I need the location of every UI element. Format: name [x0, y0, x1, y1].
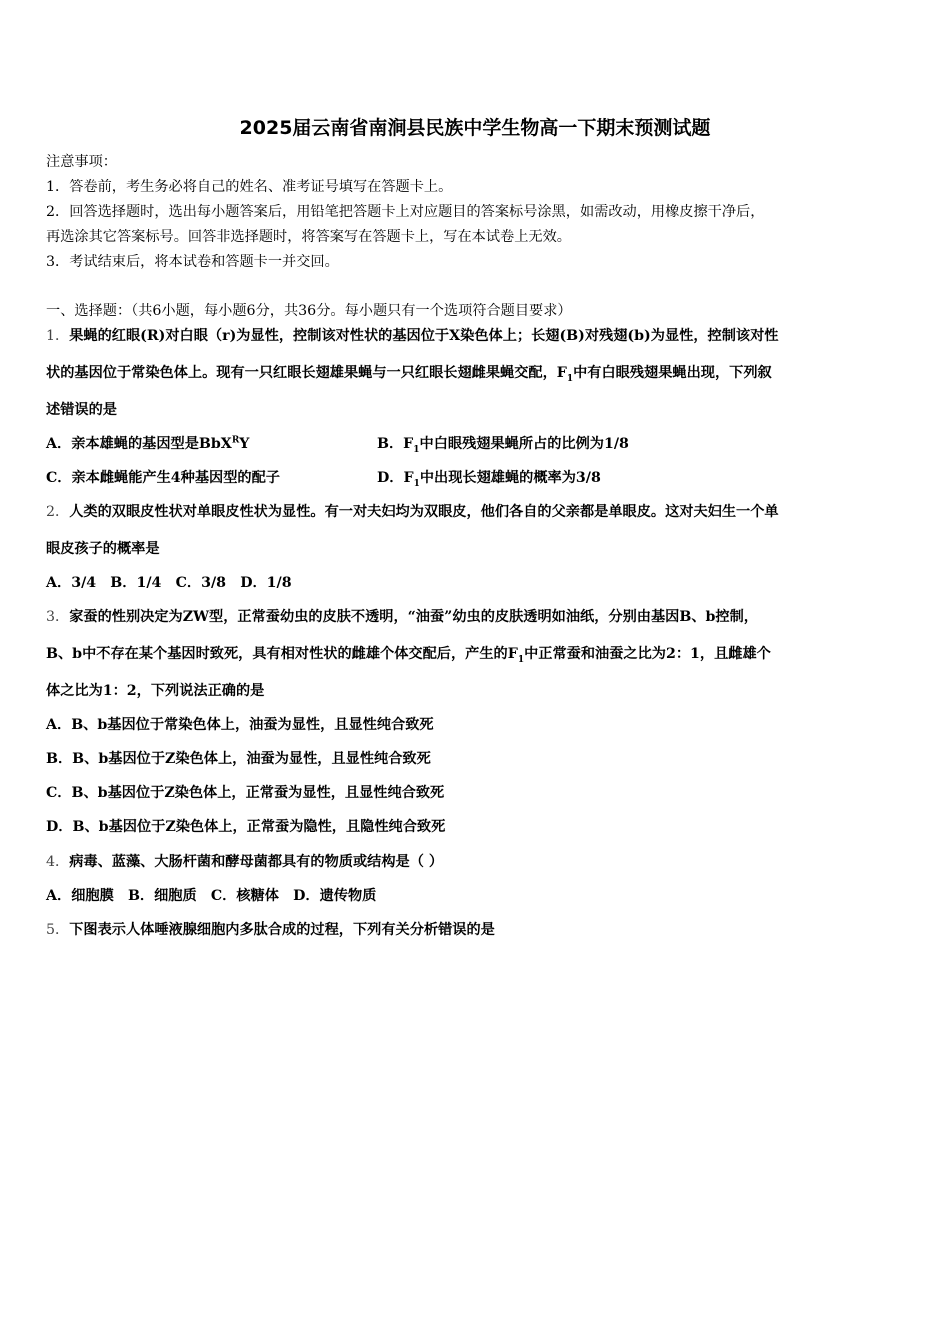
question-text: 人类的双眼皮性状对单眼皮性状为显性。有一对夫妇均为双眼皮，他们各自的父亲都是单眼皮。这对夫妇生一个单 [69, 504, 779, 520]
notice-item-2-cont: 再选涂其它答案标号。回答非选择题时，将答案写在答题卡上，写在本试卷上无效。 [46, 229, 571, 245]
question-text: 中正常蚕和油蚕之比为2：1，且雌雄个 [524, 646, 771, 662]
question-3-line-2 [46, 644, 771, 664]
option-text: Y [239, 436, 250, 452]
question-number: 1． [46, 328, 70, 344]
notice-item-3: 3．考试结束后，将本试卷和答题卡一并交回。 [46, 254, 339, 270]
question-text: 下图表示人体唾液腺细胞内多肽合成的过程，下列有关分析错误的是 [69, 922, 495, 938]
question-4-options: A．细胞膜 B．细胞质 C．核糖体 D．遗传物质 [46, 888, 377, 904]
option-a [46, 436, 249, 452]
question-text: 病毒、蓝藻、大肠杆菌和酵母菌都具有的物质或结构是（ ） [69, 854, 444, 870]
question-2-line-2: 眼皮孩子的概率是 [46, 541, 160, 557]
question-text: 状的基因位于常染色体上。现有一只红眼长翅雄果蝇与一只红眼长翅雌果蝇交配，F [46, 365, 567, 381]
question-2-options: A．3/4 B．1/4 C．3/8 D．1/8 [46, 575, 292, 591]
subscript: 1 [413, 478, 420, 489]
question-1-options-row-2 [46, 468, 906, 488]
option-c: C．亲本雌蝇能产生4种基因型的配子 [46, 470, 280, 486]
question-3-line-3: 体之比为1：2，下列说法正确的是 [46, 683, 265, 699]
question-5-line-1 [46, 920, 495, 940]
notice-item-1: 1．答卷前，考生务必将自己的姓名、准考证号填写在答题卡上。 [46, 179, 453, 195]
question-number: 4． [46, 854, 70, 870]
subscript: 1 [566, 373, 574, 384]
question-3-option-d: D．B、b基因位于Z染色体上，正常蚕为隐性，且隐性纯合致死 [46, 819, 446, 835]
option-d [377, 468, 601, 488]
question-1-line-3: 述错误的是 [46, 402, 117, 418]
option-text: A．亲本雄蝇的基因型是BbX [46, 436, 232, 452]
question-3-option-a: A．B、b基因位于常染色体上，油蚕为显性，且显性纯合致死 [46, 717, 434, 733]
subscript: 1 [413, 444, 420, 455]
question-1-line-2 [46, 363, 772, 383]
section-heading: 一、选择题：（共6小题，每小题6分，共36分。每小题只有一个选项符合题目要求） [46, 303, 572, 319]
option-text: D．F [377, 470, 414, 486]
option-b [377, 434, 629, 454]
question-4-line-1 [46, 852, 443, 872]
question-number: 3． [46, 609, 70, 625]
question-text: 家蚕的性别决定为ZW型，正常蚕幼虫的皮肤不透明，“油蚕”幼虫的皮肤透明如油纸，分别由基因B、b控制， [69, 609, 758, 625]
option-text: 中白眼残翅果蝇所占的比例为1/8 [419, 436, 629, 452]
question-1-options-row-1 [46, 434, 906, 454]
question-2-line-1 [46, 502, 779, 522]
option-text: B．F [377, 436, 414, 452]
question-number: 5． [46, 922, 70, 938]
superscript: R [231, 435, 240, 446]
question-number: 2． [46, 504, 70, 520]
subscript: 1 [517, 654, 525, 665]
question-3-option-b: B．B、b基因位于Z染色体上，油蚕为显性，且显性纯合致死 [46, 751, 431, 767]
question-text: 果蝇的红眼(R)对白眼（r)为显性，控制该对性状的基因位于X染色体上；长翅(B)对残翅(b)为显性，控制该对性 [69, 328, 779, 344]
notice-heading: 注意事项： [46, 154, 117, 170]
question-text: 中有白眼残翅果蝇出现，下列叙 [573, 365, 772, 381]
question-1-line-1 [46, 326, 778, 346]
question-3-option-c: C．B、b基因位于Z染色体上，正常蚕为显性，且显性纯合致死 [46, 785, 445, 801]
option-text: 中出现长翅雄蝇的概率为3/8 [419, 470, 601, 486]
notice-item-2: 2．回答选择题时，选出每小题答案后，用铅笔把答题卡上对应题目的答案标号涂黑，如需改动，用橡皮擦干净后， [46, 204, 765, 220]
question-3-line-1 [46, 607, 758, 627]
question-text: B、b中不存在某个基因时致死，具有相对性状的雌雄个体交配后，产生的F [46, 646, 518, 662]
page-title: 2025届云南省南涧县民族中学生物高一下期末预测试题 [239, 117, 711, 139]
